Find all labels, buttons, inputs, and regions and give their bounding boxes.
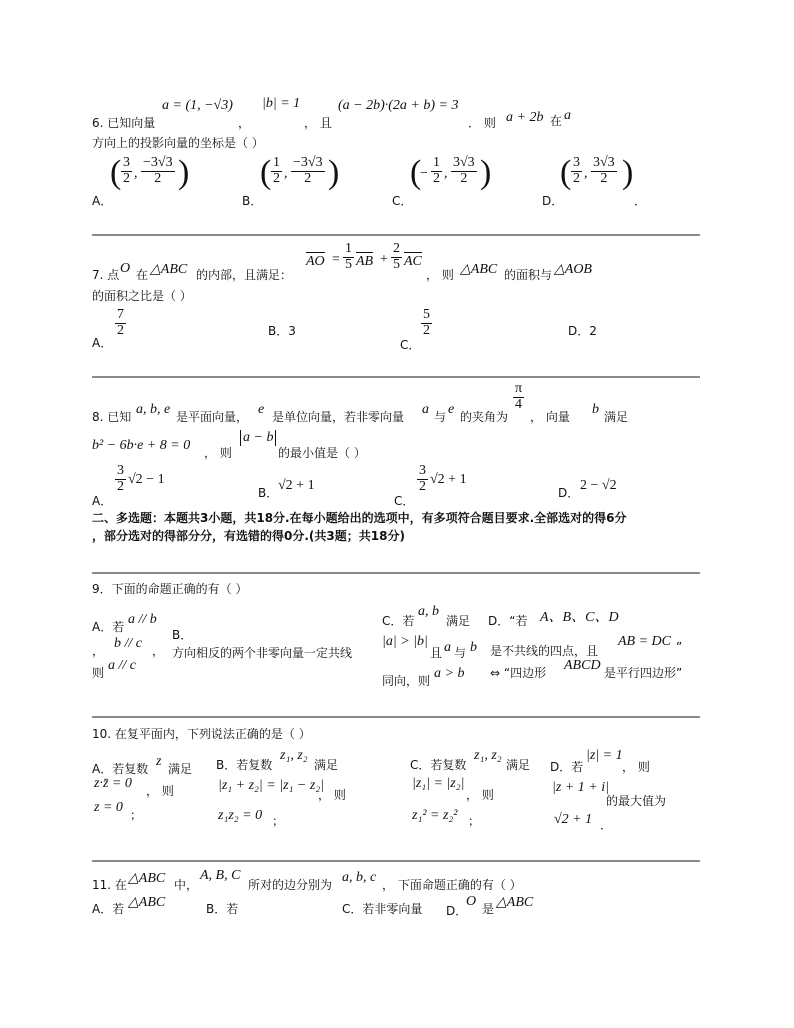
q11-angles: A, B, C [200, 868, 241, 883]
q11-t2: ， 下面命题正确的有（ ） [382, 878, 522, 892]
q7-option-b: B．3 [268, 324, 296, 338]
separator-5 [92, 860, 700, 862]
q8-vecs: a, b, e [136, 402, 171, 417]
q8-e2: e [448, 402, 455, 417]
q9-a-label: A．若 [92, 620, 125, 634]
q9-d-t2: 是平行四边形” [604, 666, 683, 680]
q10-c-then: ， 则 [466, 788, 494, 802]
q9-d-eq: AB = DC [618, 634, 671, 649]
q10-b-sat: 满足 [314, 758, 339, 772]
q7-then: ， 则 [426, 268, 454, 282]
q6-b-mod: |b| = 1 [262, 96, 301, 111]
q7-in: 在 [136, 268, 149, 282]
q9-a-comma2: ， [152, 644, 165, 658]
q6-c-n2: 3√3 [453, 155, 475, 170]
q7-prefix: 7. 点 [92, 268, 120, 282]
q6-a-d2: 2 [154, 170, 162, 186]
q6-cond: (a − 2b)·(2a + b) = 3 [338, 98, 459, 113]
q10-stem: 10. 在复平面内，下列说法正确的是（ ） [92, 727, 311, 741]
q11-prefix: 11. 在 [92, 878, 127, 892]
q10-d-cond: |z| = 1 [586, 748, 623, 763]
q8-a: a [422, 402, 429, 417]
q7-tri: △ABC [150, 262, 188, 277]
q6-a-d1: 2 [123, 170, 130, 186]
q7-option-c-den: 2 [423, 322, 430, 338]
q10-d-then: ， 则 [622, 760, 650, 774]
q10-options [92, 746, 712, 836]
q9-a-v1: a // b [128, 612, 157, 627]
q8-option-b-val: √2 + 1 [278, 478, 315, 493]
q6-b-d2: 2 [304, 170, 312, 186]
q10-b-end: ； [272, 814, 285, 828]
q10-d-max: 的最大值为 [606, 794, 667, 808]
q7-ratio-mid: 的面积与 [504, 268, 553, 282]
q7-c2-den: 5 [393, 256, 400, 272]
q10-b-then: ， 则 [318, 788, 346, 802]
q6-d-d1: 2 [573, 170, 580, 186]
q6-onvec: a [564, 108, 571, 123]
q10-c-label: C．若复数 [410, 758, 467, 772]
q7-lhs: AO [306, 254, 325, 269]
q9-c-and: 且 [430, 646, 443, 660]
q8-four: 4 [515, 396, 523, 412]
q10-a-res: z = 0 [94, 800, 123, 815]
q11-tri: △ABC [128, 871, 166, 886]
q9-d-pts: A、B、C、D [540, 610, 619, 625]
q8-option-b-label: B． [258, 486, 279, 500]
q6-mid: 在 [550, 114, 563, 128]
q9-a-v2: b // c [114, 636, 142, 651]
q8-t2: 是单位向量，若非零向量 [272, 410, 405, 424]
q11-sides: a, b, c [342, 870, 377, 885]
q7-c1-den: 5 [345, 256, 352, 272]
q8-option-c-den: 2 [419, 478, 426, 494]
q8-option-a-rest: √2 − 1 [128, 472, 165, 487]
q6-options: A． ( $\frac{3}{2}$ , $\frac{-3√3}{2}$ ) B． ( $\frac{1}{2}$ , $\frac{-3√3}{2}$ ) C． ( − $\frac{1}{2}$ , $\frac{3√3}{2}$ ) D． ( $\frac{3}{2}$ , $\frac{3√3}{2}$ ) ． [92, 154, 647, 208]
q7-v1: AB [356, 254, 374, 269]
q6-b-n1: 1 [273, 155, 280, 170]
section2-line2: ，部分选对的得部分分，有选错的得0分.(共3题；共18分) [92, 529, 405, 543]
q10-b-label: B．若复数 [216, 758, 273, 772]
q8-angle: 的夹角为 [460, 410, 509, 424]
q8-e: e [258, 402, 265, 417]
q10-a-label: A．若复数 [92, 762, 149, 776]
q9-a-comma: ， [92, 644, 105, 658]
q10-c-res: z₁² = z₂² [412, 808, 458, 823]
q9-c-same: 同向，则 [382, 674, 431, 688]
separator-4 [92, 716, 700, 718]
q11-d-is: 是 [482, 902, 495, 916]
q9-c-res: a > b [434, 666, 465, 681]
q8-option-a-label: A． [92, 494, 113, 508]
q7-line2: 的面积之比是（ ） [92, 289, 192, 303]
q7-option-a-den: 2 [117, 322, 124, 338]
q8-option-c-num: 3 [419, 463, 426, 478]
separator-3 [92, 572, 700, 574]
q11-d-O: O [466, 894, 477, 909]
q11-a-label: A．若 [92, 902, 125, 916]
q8-with: 与 [434, 410, 447, 424]
q9-d-q: ” [676, 640, 683, 654]
q8-option-a-den: 2 [117, 478, 124, 494]
q6-end: ． [634, 194, 647, 208]
q9-c-label: C．若 [382, 614, 415, 628]
q6-c-d1: 2 [433, 170, 440, 186]
q8-prefix: 8. 已知 [92, 410, 132, 424]
q8-option-d-val: 2 − √2 [580, 478, 617, 493]
q6-d-d2: 2 [600, 170, 608, 186]
q10-d-expr: |z + 1 + i| [552, 780, 609, 795]
separator-1 [92, 234, 700, 236]
q9-b-label: B． [172, 628, 193, 642]
q7-eq: = [332, 252, 340, 267]
q8-b: b [592, 402, 599, 417]
q11-b-label: B．若 [206, 902, 239, 916]
q9-d-t1: 是不共线的四点，且 [490, 644, 599, 658]
q9-a-then: 则 [92, 666, 105, 680]
q6-option-a-label: A． [92, 194, 113, 208]
q11-d-tri: △ABC [496, 895, 534, 910]
q6-option-c-label: C． [392, 194, 413, 208]
separator-2 [92, 376, 700, 378]
q8-option-d-label: D． [558, 486, 580, 500]
q9-a-v3: a // c [108, 658, 136, 673]
q11-mid: 中， [174, 878, 199, 892]
q6-c-d2: 2 [460, 170, 468, 186]
q8-cond: b² − 6b·e + 8 = 0 [92, 438, 191, 453]
q10-d-label: D．若 [550, 760, 584, 774]
q6-d-n1: 3 [573, 155, 580, 170]
q7-v2: AC [404, 254, 422, 269]
q7-c2-num: 2 [393, 241, 400, 256]
q10-c-cond: |z₁| = |z₂| [412, 776, 465, 791]
q10-c-z: z₁, z₂ [474, 748, 502, 763]
q6-b-n2: −3√3 [293, 155, 323, 170]
q7-c1-num: 1 [345, 241, 352, 256]
q7-option-c-num: 5 [423, 307, 430, 322]
q8-t1: 是平面向量， [176, 410, 249, 424]
q8-options [92, 462, 652, 506]
q10-d-res: √2 + 1 [554, 812, 593, 827]
q6-sep1: ， [238, 116, 251, 130]
q10-a-end: ； [130, 808, 143, 822]
q7-tri1: △ABC [460, 262, 498, 277]
q10-a-sat: 满足 [168, 762, 193, 776]
q9-stem: 9．下面的命题正确的有（ ） [92, 582, 248, 596]
q11-line1 [92, 866, 692, 896]
q9-d-iff: ⇔ “四边形 [490, 666, 547, 680]
q11-t1: 所对的边分别为 [248, 878, 333, 892]
q6-a-n2: −3√3 [143, 155, 173, 170]
q9-d-label: D．“若 [488, 614, 528, 628]
q8-satisfy: 满足 [604, 410, 629, 424]
q8-mod: a − b [240, 430, 276, 446]
q6-b-d1: 2 [273, 170, 280, 186]
q9-b-text: 方向相反的两个非零向量一定共线 [172, 646, 353, 660]
q8-line2 [92, 430, 492, 460]
q7-inside: 的内部，且满足： [196, 268, 293, 282]
q6-sep2: ， 且 [304, 116, 332, 130]
q8-line1 [92, 382, 712, 426]
q6-option-b-label: B． [242, 194, 263, 208]
q6-option-d-label: D． [542, 194, 564, 208]
q9-c-vecs: a, b [418, 604, 439, 619]
q10-a-z: z [156, 754, 162, 769]
q9-options [92, 600, 712, 690]
q6-c-n1: 1 [433, 155, 440, 170]
q10-b-z: z₁, z₂ [280, 748, 308, 763]
q10-b-cond: |z₁ + z₂| = |z₁ − z₂| [218, 778, 324, 793]
q6-sep3: ． 则 [468, 116, 496, 130]
q8-t3: ， 向量 [530, 410, 570, 424]
q8-pi: π [515, 381, 523, 396]
q8-option-c-rest: √2 + 1 [430, 472, 467, 487]
q11-options [92, 894, 692, 920]
q7-tri2: △AOB [554, 262, 592, 277]
q8-then: ， 则 [204, 446, 232, 460]
q10-c-end: ； [468, 814, 481, 828]
q7-option-d: D．2 [568, 324, 597, 338]
q8-option-a-num: 3 [117, 463, 124, 478]
q10-c-sat: 满足 [506, 758, 531, 772]
q10-a-then: ， 则 [146, 784, 174, 798]
q9-c-a: a [444, 640, 451, 655]
section2-line1: 二、多选题：本题共3小题，共18分.在每小题给出的选项中，有多项符合题目要求.全部选对的得6分 [92, 511, 627, 525]
q6-prefix: 6. 已知向量 [92, 116, 156, 130]
q8-option-c-label: C． [394, 494, 415, 508]
q7-plus: + [380, 252, 388, 267]
q9-c-with: 与 [454, 646, 467, 660]
q7-line1 [92, 241, 692, 284]
q6-line2: 方向上的投影向量的坐标是（ ） [92, 136, 264, 150]
q6-a-n1: 3 [123, 155, 130, 170]
q10-a-cond: z·z̄ = 0 [94, 776, 132, 791]
q7-option-a-num: 7 [117, 307, 124, 322]
q11-d-label: D． [446, 904, 468, 918]
q9-d-quad: ABCD [564, 658, 601, 673]
q9-c-b: b [470, 640, 477, 655]
q7-option-a-label: A． [92, 336, 113, 350]
q10-d-end: ． [600, 818, 613, 832]
q6-d-n2: 3√3 [593, 155, 615, 170]
q10-b-res: z₁z₂ = 0 [218, 808, 263, 823]
q8-t4: 的最小值是（ ） [278, 446, 366, 460]
q6-expr: a + 2b [506, 110, 544, 125]
q7-O: O [120, 261, 131, 276]
q7-option-c-label: C． [400, 338, 421, 352]
q11-a-tri: △ABC [128, 895, 166, 910]
q9-c-mod: |a| > |b| [382, 634, 428, 649]
q9-c-sat: 满足 [446, 614, 471, 628]
q7-options [92, 306, 652, 350]
q11-c-label: C．若非零向量 [342, 902, 423, 916]
q6-c-neg: − [420, 166, 428, 181]
q6-a-def: a = (1, −√3) [162, 98, 233, 113]
